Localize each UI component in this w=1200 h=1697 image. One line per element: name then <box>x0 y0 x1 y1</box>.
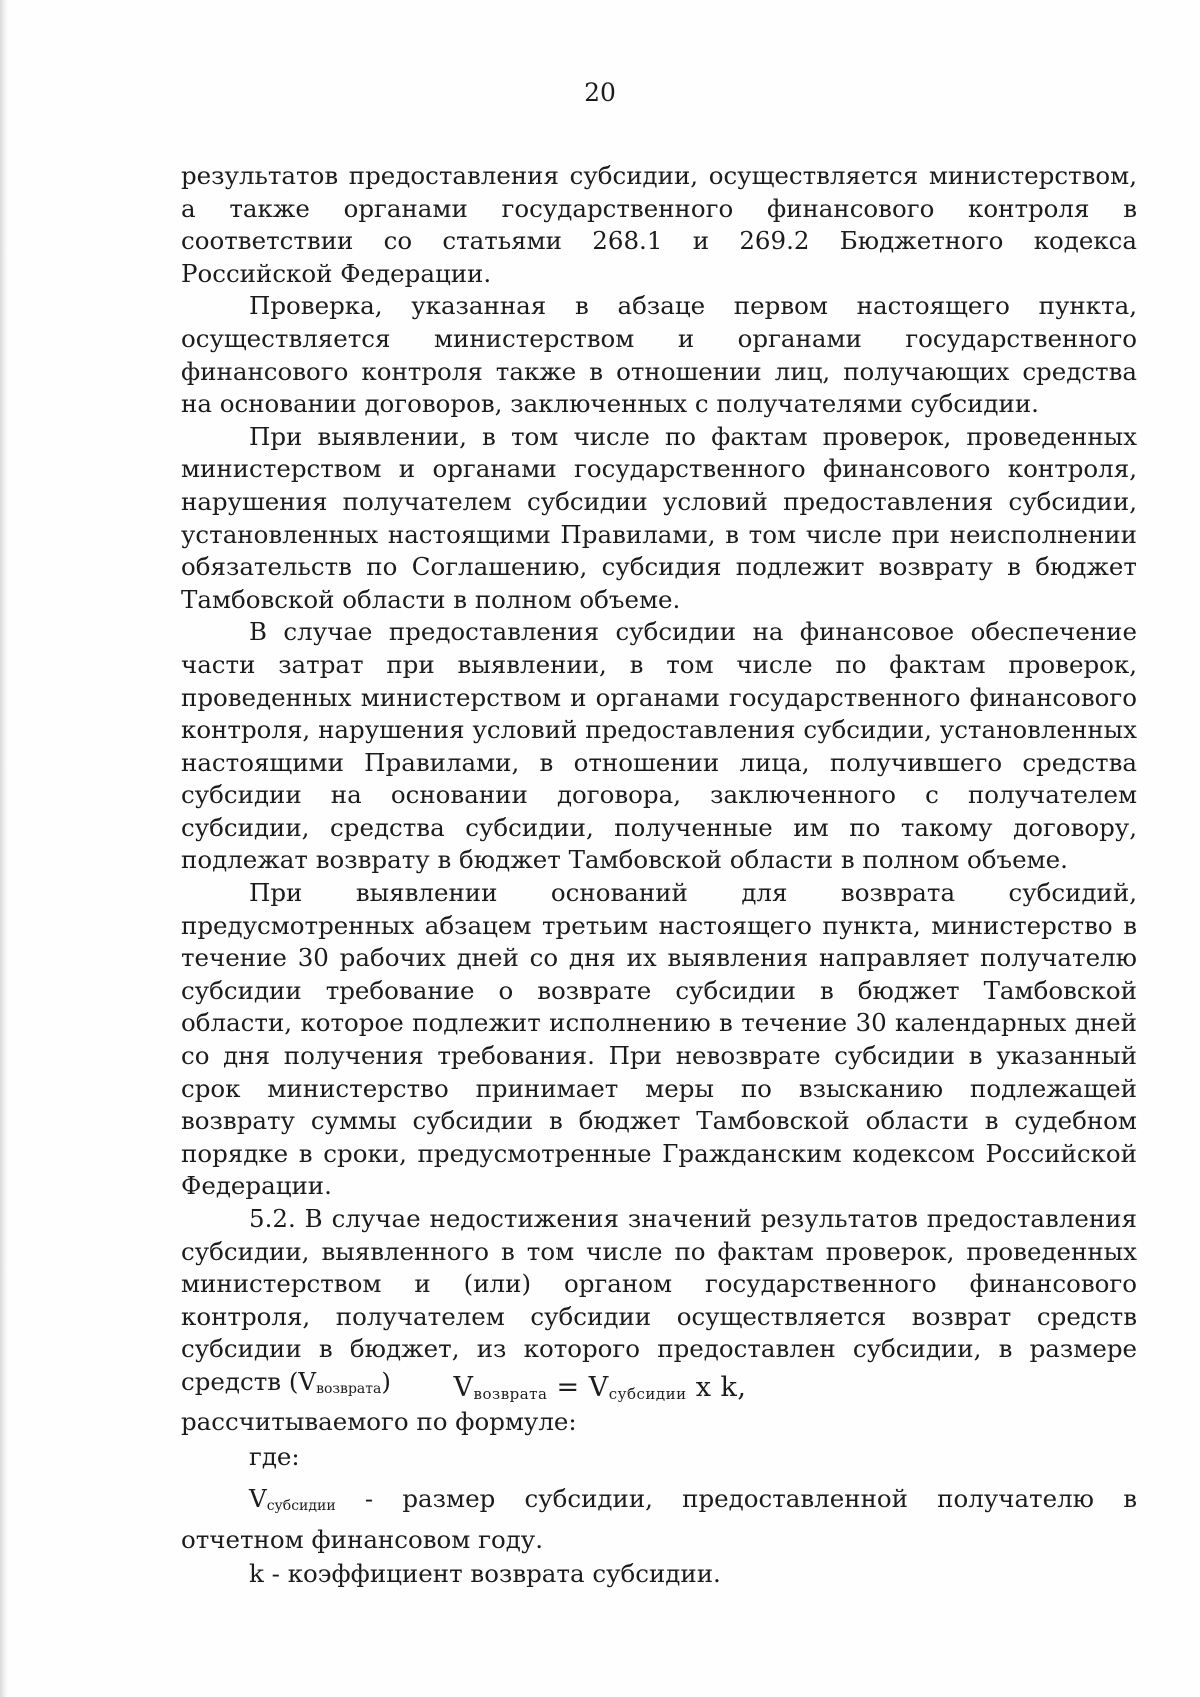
paragraph-cost-subsidy-return: В случае предоставления субсидии на финансовое обеспечение части затрат при выявлении, в том числе по фактам проверок, проведенных министерством и органами государственного финансового контроля, нарушения условий предоставления субсидии, установленных настоящими Правилами, в отношении лица, получившего средства субсидии на основании договора, заключенного с получателем субсидии, средства субсидии, полученные им по такому договору, подлежат возврату в бюджет Тамбовской области в полном объеме. <box>181 617 1137 875</box>
formula-lhs-subscript: возврата <box>473 1385 548 1403</box>
definition-v-subscript: субсидии <box>266 1498 336 1514</box>
paragraph-continuation: результатов предоставления субсидии, осуществляется министерством, а также органами государственного финансового контроля в соответствии со статьями 268.1 и 269.2 Бюджетного кодекса Российской Федерации. <box>181 161 1137 288</box>
return-formula <box>0 1372 1200 1403</box>
formula-equals: = V <box>547 1372 609 1403</box>
definition-v-text: - размер субсидии, предоставленной получателю в отчетном финансовом году. <box>181 1484 1137 1554</box>
formula-definitions <box>181 1440 1137 1591</box>
definition-v-symbol: V <box>249 1484 267 1513</box>
scan-edge-shadow <box>0 0 8 1697</box>
paragraph-violation-return: При выявлении, в том числе по фактам проверок, проведенных министерством и органами государственного финансового контроля, нарушения получателем субсидии условий предоставления субсидии, установленных настоящими Правилами, в том числе при неисполнении обязательств по Соглашению, субсидия подлежит возврату в бюджет Тамбовской области в полном объеме. <box>181 421 1137 614</box>
definition-v-subsidy <box>181 1482 1137 1557</box>
paragraph-inspection: Проверка, указанная в абзаце первом настоящего пункта, осуществляется министерством и органами государственного финансового контроля также в отношении лиц, получающих средства на основании договоров, заключенных с получателями субсидии. <box>181 291 1137 419</box>
definition-k: k - коэффициент возврата субсидии. <box>249 1559 721 1588</box>
section-5-2-tail: ) <box>381 1366 391 1396</box>
formula-rhs-subscript: субсидии <box>608 1385 687 1403</box>
paragraph-return-demand: При выявлении оснований для возврата субсидий, предусмотренных абзацем третьим настоящего пункта, министерство в течение 30 рабочих дней со дня их выявления направляет получателю субсидии требование о возврате субсидии в бюджет Тамбовской области, которое подлежит исполнению в течение 30 календарных дней со дня получения требования. При невозврате субсидии в указанный срок министерство принимает меры по взысканию подлежащей возврату суммы субсидии в бюджет Тамбовской области в судебном порядке в сроки, предусмотренные Гражданским кодексом Российской Федерации. <box>181 878 1137 1201</box>
v-return-subscript: возврата <box>316 1380 382 1397</box>
formula-lhs: V <box>453 1372 474 1403</box>
section-5-2-text: 5.2. В случае недостижения значений результатов предоставления субсидии, выявленного в том числе по фактам проверок, проведенных министерством и (или) органом государственного финансового контроля, получателем субсидии осуществляется возврат средств субсидии в бюджет, из которого предоставлен субсидии, в размере средств (V <box>181 1204 1137 1396</box>
page-number: 20 <box>584 78 616 107</box>
definitions-where: где: <box>249 1442 300 1471</box>
document-body <box>181 160 1137 1438</box>
paragraph-formula-intro: рассчитываемого по формуле: <box>181 1406 577 1436</box>
formula-rhs-tail: х k, <box>686 1372 747 1403</box>
